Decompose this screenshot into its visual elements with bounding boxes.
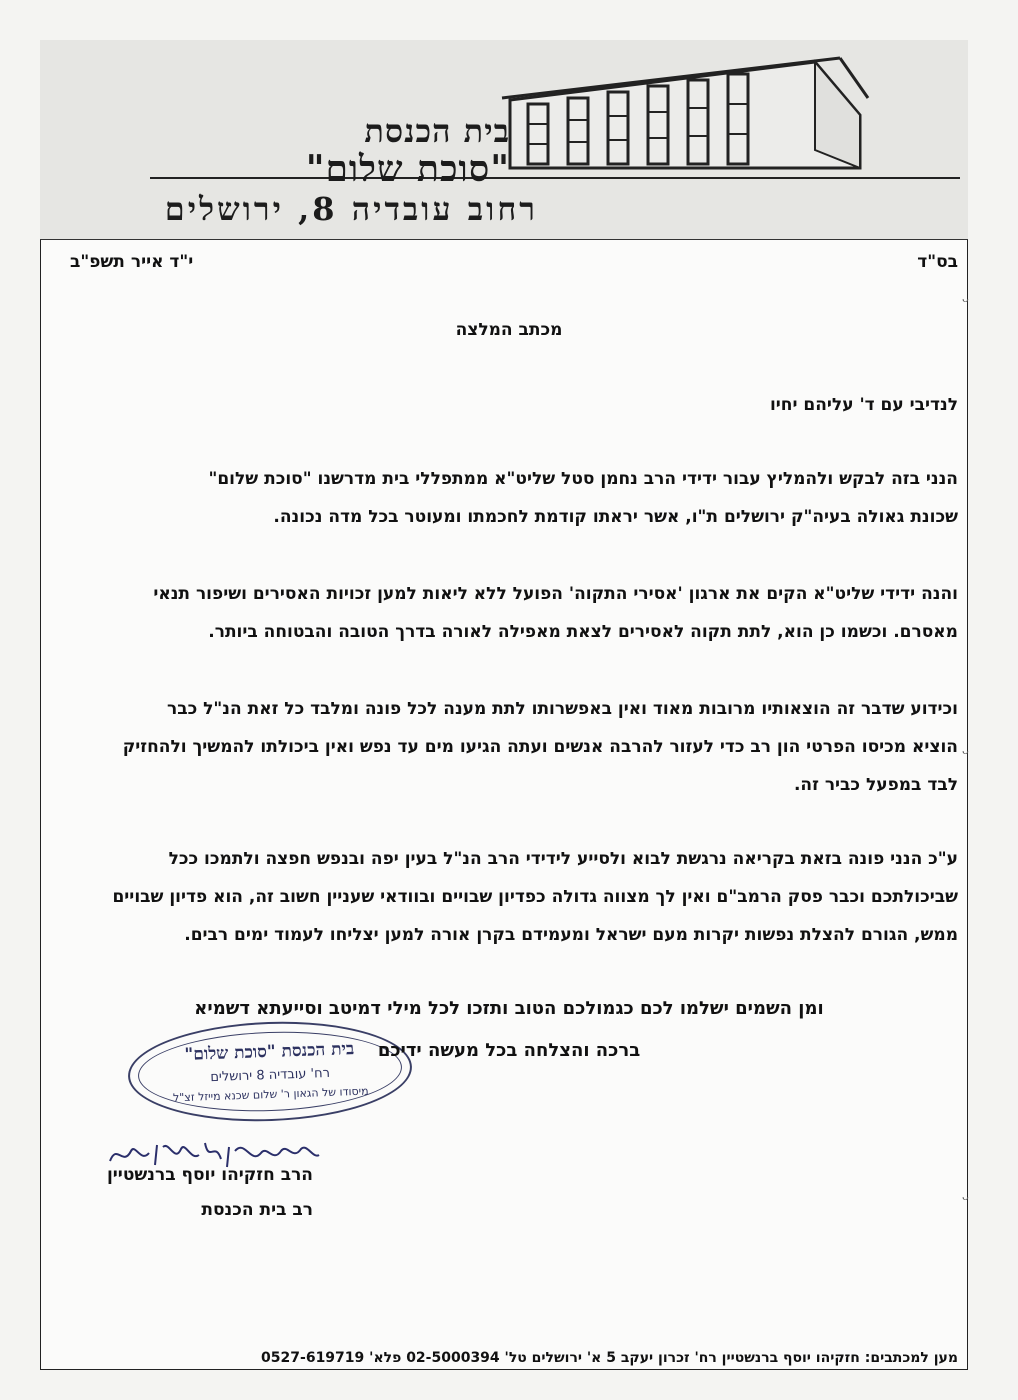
paragraph-line: ע"כ הנני פונה בזאת בקריאה נרגשת לבוא ולסייע לידידי הרב הנ"ל בעין יפה ובנפש חפצה ולתמכו ככל <box>168 849 958 869</box>
closing-blessing-1: ומן השמים ישלמו לכם כגמולכם הטוב ותזכו לכל מילי דמיטב וסייעתא דשמיא <box>194 998 824 1019</box>
paragraph-line: הוציא מכיסו הפרטי הון רב כדי לעזור להרבה אנשים ועתה הגיעו מים עד נפש ואין ביכולתו להמשיך ולהחזיק <box>122 737 958 757</box>
letterhead-address: רחוב עובדיה 8, ירושלים <box>164 190 538 228</box>
stamp-line-2: רח' עובדיה 8 ירושלים <box>210 1065 331 1086</box>
stamp-line-3: מיסודו של הגאון ר' שלום שכנא מייזל זצ"ל <box>172 1084 369 1105</box>
letter-title: מכתב המלצה <box>455 320 563 340</box>
paragraph-line: שביכולתכם וכבר פסק הרמב"ם ואין לך מצווה גדולה כפדיון שבויים ובוודאי שעניין חשוב זה, הוא פדיון שבויים <box>112 887 958 907</box>
letterhead-line-1: בית הכנסת <box>364 112 510 150</box>
paragraph-1 <box>78 460 958 536</box>
stamp-line-1: בית הכנסת "סוכת שלום" <box>184 1039 355 1065</box>
paragraph-line: מאסרם. וכשמו כן הוא, לתת תקוה לאסירים לצאת מאפילה לאורה בדרך הטובה והבטוחה ביותר. <box>208 622 958 642</box>
margin-punch-mark: ᵕ <box>962 1190 969 1211</box>
paragraph-2 <box>78 575 958 651</box>
margin-punch-mark: ᵕ <box>962 292 969 313</box>
closing-blessing-2: ברכה והצלחה בכל מעשה ידיכם <box>377 1040 641 1061</box>
mailing-address-footer: מען למכתבים: חזקיהו יוסף ברנשטיין רח' זכרון יעקב 5 א' ירושלים טל' 02-5000394 פלא' 0527-619719 <box>261 1350 958 1366</box>
letterhead <box>40 40 968 240</box>
bsd-heading: בס"ד <box>917 252 958 272</box>
paragraph-line: והנה ידידי שליט"א הקים את ארגון 'אסירי התקוה' הפועל ללא ליאות למען זכויות האסירים ושיפור תנאי <box>153 584 958 604</box>
paragraph-3 <box>78 690 958 804</box>
letter-date: י"ד אייר תשפ"ב <box>70 252 194 272</box>
salutation: לנדיבי עם ד' עליהם יחיו <box>769 395 958 415</box>
paragraph-line: שכונת גאולה בעיה"ק ירושלים ת"ו, אשר יראתו קודמת לחכמתו ומעוטר בכל מדה נכונה. <box>273 507 958 527</box>
signer-name: הרב חזקיהו יוסף ברנשטיין <box>106 1165 313 1185</box>
paragraph-line: וכידוע שדבר זה הוצאותיו מרובות מאוד ואין באפשרותו לתת מענה לכל פונה ומלבד כל זאת הנ"ל כבר <box>166 699 958 719</box>
paragraph-line: ממש, הגורם להצלת נפשות יקרות מעם ישראל ומעמידם בקרן אורה למען יצליחו לעמוד ימים רבים. <box>184 925 958 945</box>
paragraph-4 <box>78 840 958 954</box>
letterhead-line-2: "סוכת שלום" <box>305 148 510 190</box>
paragraph-line: לבד במפעל כביר זה. <box>793 775 958 795</box>
margin-punch-mark: ᵕ <box>962 744 969 765</box>
signer-role: רב בית הכנסת <box>201 1200 313 1220</box>
paragraph-line: הנני בזה לבקש ולהמליץ עבור ידידי הרב נחמן סטל שליט"א ממתפללי בית מדרשנו "סוכת שלום" <box>208 469 958 489</box>
